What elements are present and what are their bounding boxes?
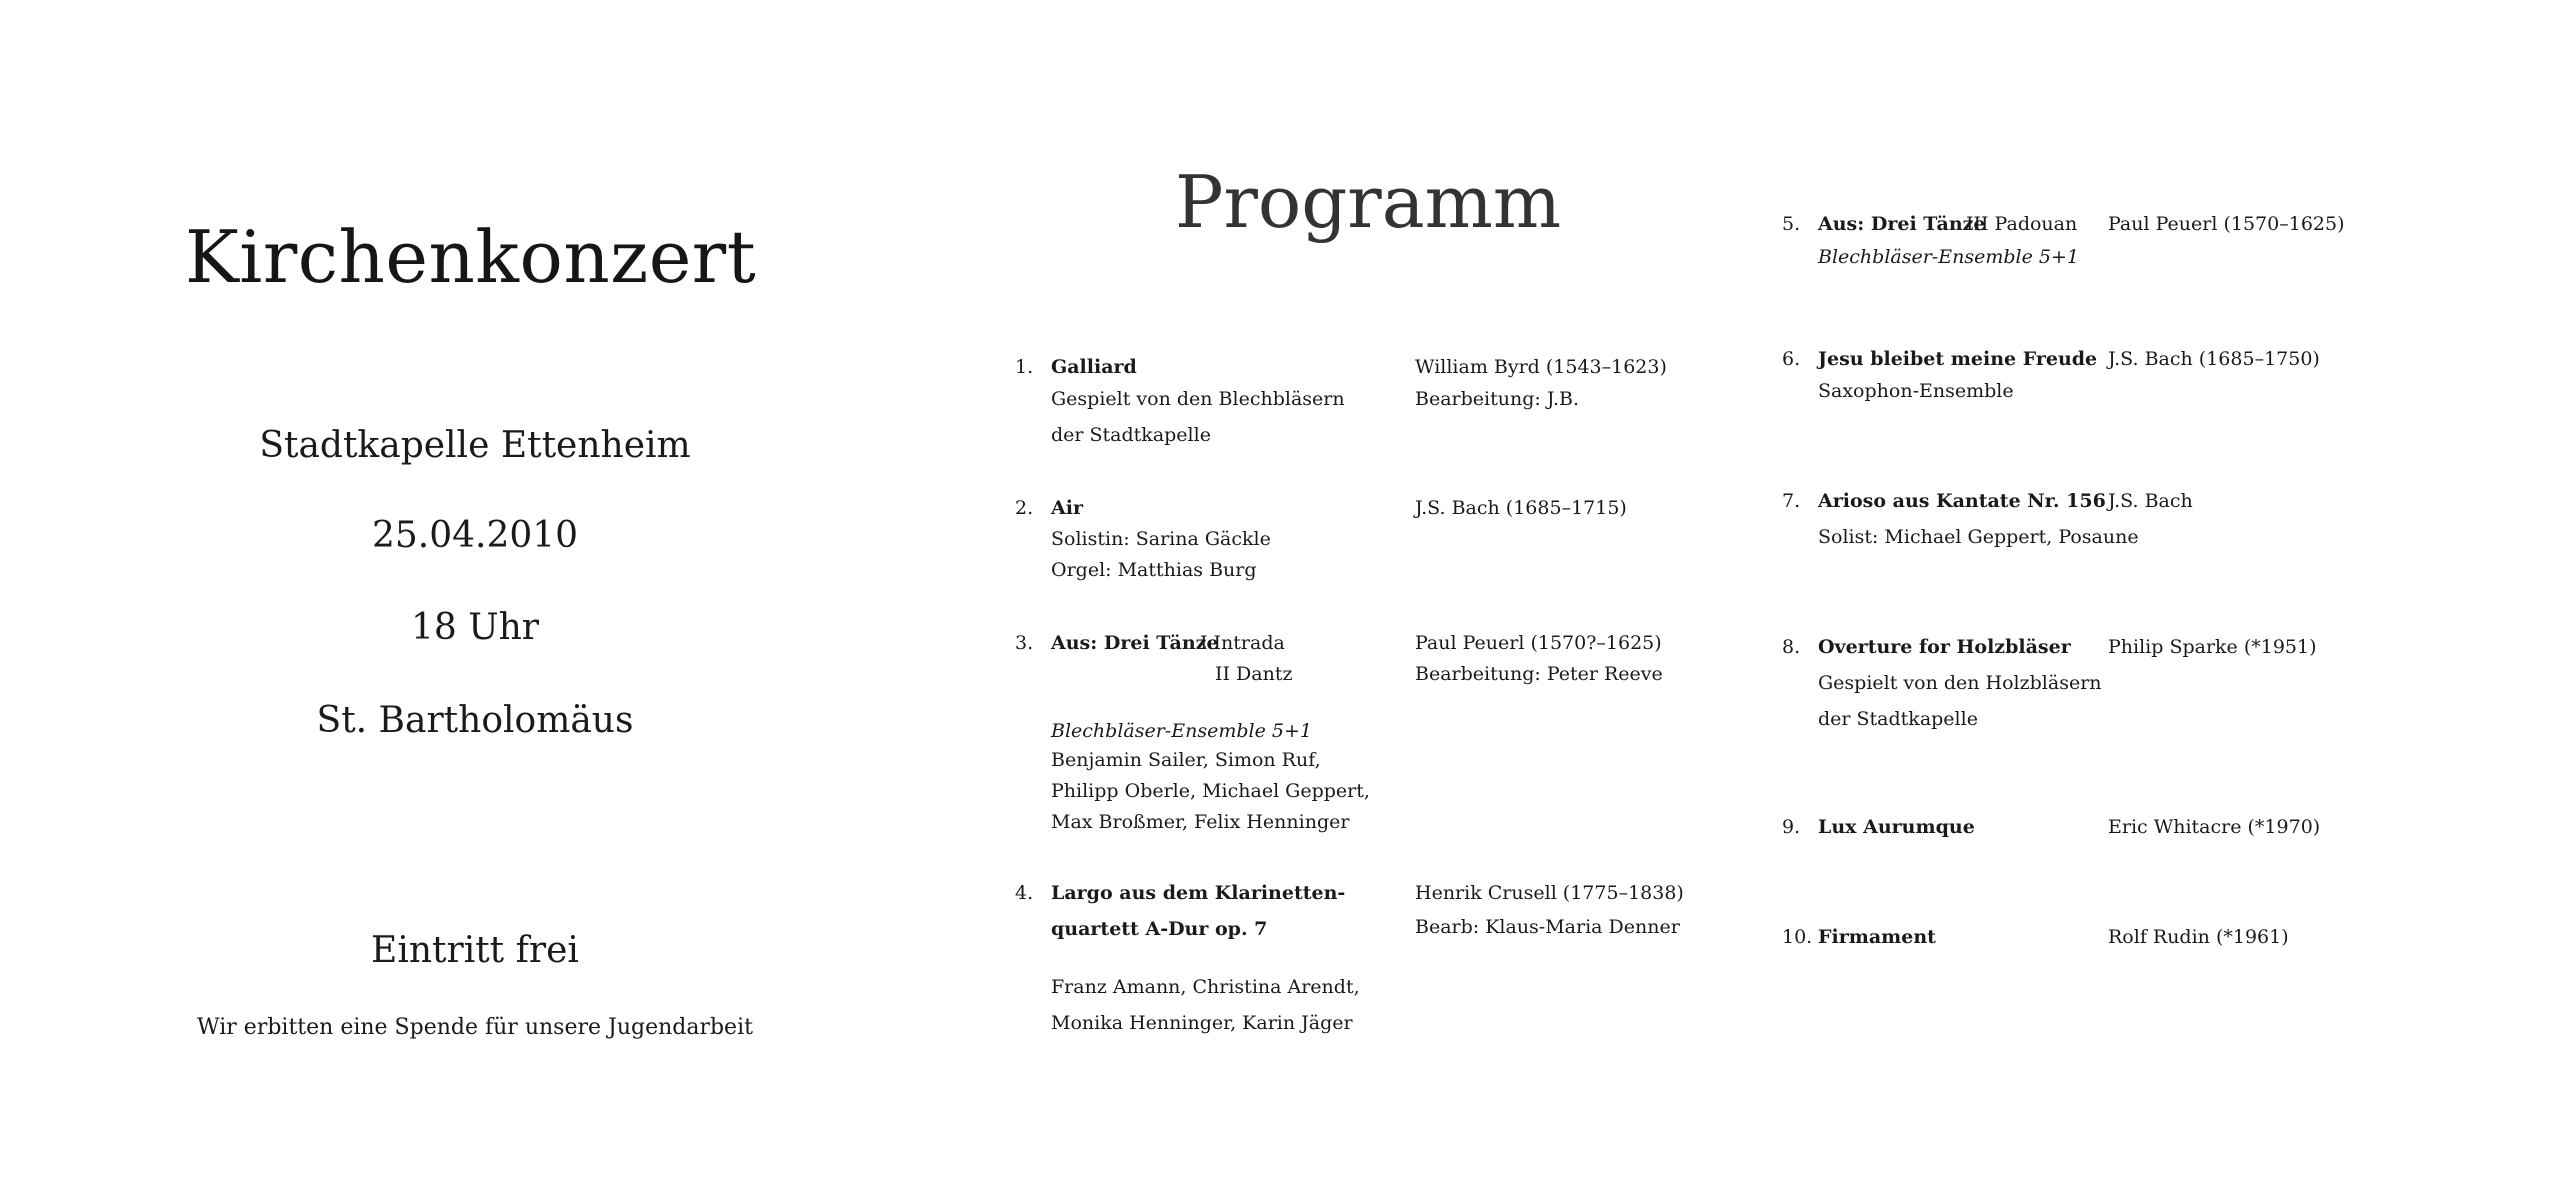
item-movement: I Intrada	[1200, 632, 1285, 654]
item-title: Lux Aurumque	[1818, 816, 1975, 838]
item-detail: Monika Henninger, Karin Jäger	[1051, 1012, 1353, 1034]
item-detail: der Stadtkapelle	[1818, 708, 1978, 730]
item-ensemble: Blechbläser-Ensemble 5+1	[1051, 720, 1312, 742]
item-composer: Rolf Rudin (*1961)	[2108, 926, 2289, 948]
item-arrangement: Bearbeitung: Peter Reeve	[1415, 663, 1663, 685]
item-detail: Philipp Oberle, Michael Geppert,	[1051, 780, 1370, 802]
item-number: 2.	[1015, 497, 1034, 519]
item-detail: Solistin: Sarina Gäckle	[1051, 528, 1271, 550]
item-composer: Eric Whitacre (*1970)	[2108, 816, 2321, 838]
item-detail: Orgel: Matthias Burg	[1051, 559, 1257, 581]
item-composer: J.S. Bach	[2108, 490, 2193, 512]
program-heading: Programm	[1175, 160, 1562, 244]
item-title: Jesu bleibet meine Freude	[1818, 348, 2098, 370]
item-detail: Gespielt von den Holzbläsern	[1818, 672, 2102, 694]
item-title: Air	[1051, 497, 1083, 519]
item-composer: Henrik Crusell (1775–1838)	[1415, 882, 1684, 904]
item-detail: Franz Amann, Christina Arendt,	[1051, 976, 1360, 998]
band-name: Stadtkapelle Ettenheim	[259, 425, 691, 466]
item-title: Largo aus dem Klarinetten-	[1051, 882, 1346, 904]
item-title: Galliard	[1051, 356, 1137, 378]
item-title-continued: quartett A-Dur op. 7	[1051, 918, 1268, 940]
donation-note: Wir erbitten eine Spende für unsere Jugendarbeit	[197, 1015, 753, 1040]
concert-venue: St. Bartholomäus	[316, 700, 634, 741]
item-number: 8.	[1782, 636, 1801, 658]
item-number: 4.	[1015, 882, 1034, 904]
item-composer: J.S. Bach (1685–1715)	[1415, 497, 1627, 519]
item-composer: Paul Peuerl (1570–1625)	[2108, 213, 2345, 235]
item-number: 5.	[1782, 213, 1801, 235]
item-detail: der Stadtkapelle	[1051, 424, 1211, 446]
concert-time: 18 Uhr	[411, 607, 539, 648]
item-composer: J.S. Bach (1685–1750)	[2108, 348, 2320, 370]
item-detail: Benjamin Sailer, Simon Ruf,	[1051, 749, 1321, 771]
item-title: Arioso aus Kantate Nr. 156	[1818, 490, 2106, 512]
item-title: Aus: Drei Tänze	[1818, 213, 1986, 235]
item-number: 1.	[1015, 356, 1034, 378]
item-composer: Philip Sparke (*1951)	[2108, 636, 2317, 658]
item-number: 7.	[1782, 490, 1801, 512]
item-arrangement: Bearbeitung: J.B.	[1415, 388, 1579, 410]
item-number: 9.	[1782, 816, 1801, 838]
item-number: 10.	[1782, 926, 1813, 948]
item-ensemble: Blechbläser-Ensemble 5+1	[1818, 246, 2079, 268]
item-detail: Gespielt von den Blechbläsern	[1051, 388, 1345, 410]
item-number: 3.	[1015, 632, 1034, 654]
item-detail: Saxophon-Ensemble	[1818, 380, 2014, 402]
item-composer: William Byrd (1543–1623)	[1415, 356, 1667, 378]
item-title: Overture for Holzbläser	[1818, 636, 2071, 658]
item-detail: Max Broßmer, Felix Henninger	[1051, 811, 1350, 833]
item-title: Aus: Drei Tänze	[1051, 632, 1219, 654]
item-movement: II Dantz	[1215, 663, 1293, 685]
item-detail: Solist: Michael Geppert, Posaune	[1818, 526, 2139, 548]
item-arrangement: Bearb: Klaus-Maria Denner	[1415, 916, 1680, 938]
item-movement: III Padouan	[1966, 213, 2078, 235]
item-number: 6.	[1782, 348, 1801, 370]
item-composer: Paul Peuerl (1570?–1625)	[1415, 632, 1662, 654]
item-title: Firmament	[1818, 926, 1936, 948]
concert-date: 25.04.2010	[371, 515, 579, 556]
entry-note: Eintritt frei	[371, 930, 579, 971]
concert-title: Kirchenkonzert	[185, 215, 757, 299]
